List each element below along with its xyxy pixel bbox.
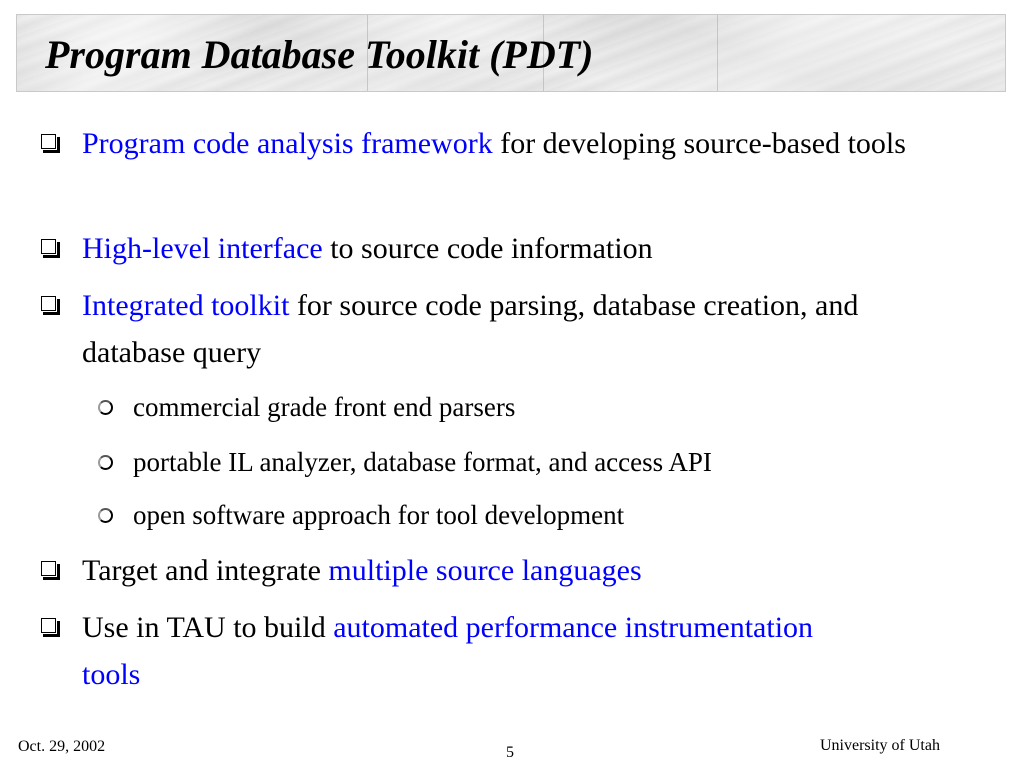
bullet-text: Target and integrate — [82, 554, 329, 587]
circle-bullet-icon — [98, 455, 113, 470]
bullet-item — [82, 604, 842, 698]
bullet-item — [82, 282, 912, 376]
footer-organization: University of Utah — [820, 737, 940, 754]
circle-bullet-icon — [98, 400, 113, 415]
bullet-text: for source code parsing, database creation, and database query — [82, 289, 859, 369]
bullet-highlight: Integrated toolkit — [82, 289, 290, 322]
bullet-item — [82, 547, 1002, 594]
slide-title: Program Database Toolkit (PDT) — [45, 32, 594, 77]
square-bullet-icon — [41, 561, 56, 576]
sub-bullet-item — [133, 445, 993, 479]
bullet-text: Use in TAU to build — [82, 611, 334, 644]
title-bar — [16, 14, 1006, 92]
title-tile-seam — [717, 15, 718, 91]
footer-date: Oct. 29, 2002 — [18, 738, 106, 755]
bullet-highlight: multiple source languages — [328, 554, 642, 587]
bullet-highlight: Program code analysis framework — [82, 127, 493, 160]
sub-bullet-item — [133, 498, 993, 532]
square-bullet-icon — [41, 239, 56, 254]
sub-bullet-text: portable IL analyzer, database format, and access API — [133, 447, 712, 477]
bullet-item — [82, 225, 1002, 272]
sub-bullet-text: commercial grade front end parsers — [133, 392, 516, 422]
bullet-highlight: automated performance instrumentation tools — [82, 611, 814, 691]
sub-bullet-text: open software approach for tool development — [133, 500, 625, 530]
bullet-text: for developing source-based tools — [492, 127, 906, 160]
page-number: 5 — [506, 744, 514, 761]
square-bullet-icon — [41, 296, 56, 311]
bullet-item — [82, 120, 1002, 167]
square-bullet-icon — [41, 134, 56, 149]
bullet-highlight: High-level interface — [82, 232, 323, 265]
square-bullet-icon — [41, 618, 56, 633]
bullet-text: to source code information — [322, 232, 653, 265]
sub-bullet-item — [133, 390, 993, 424]
circle-bullet-icon — [98, 508, 113, 523]
